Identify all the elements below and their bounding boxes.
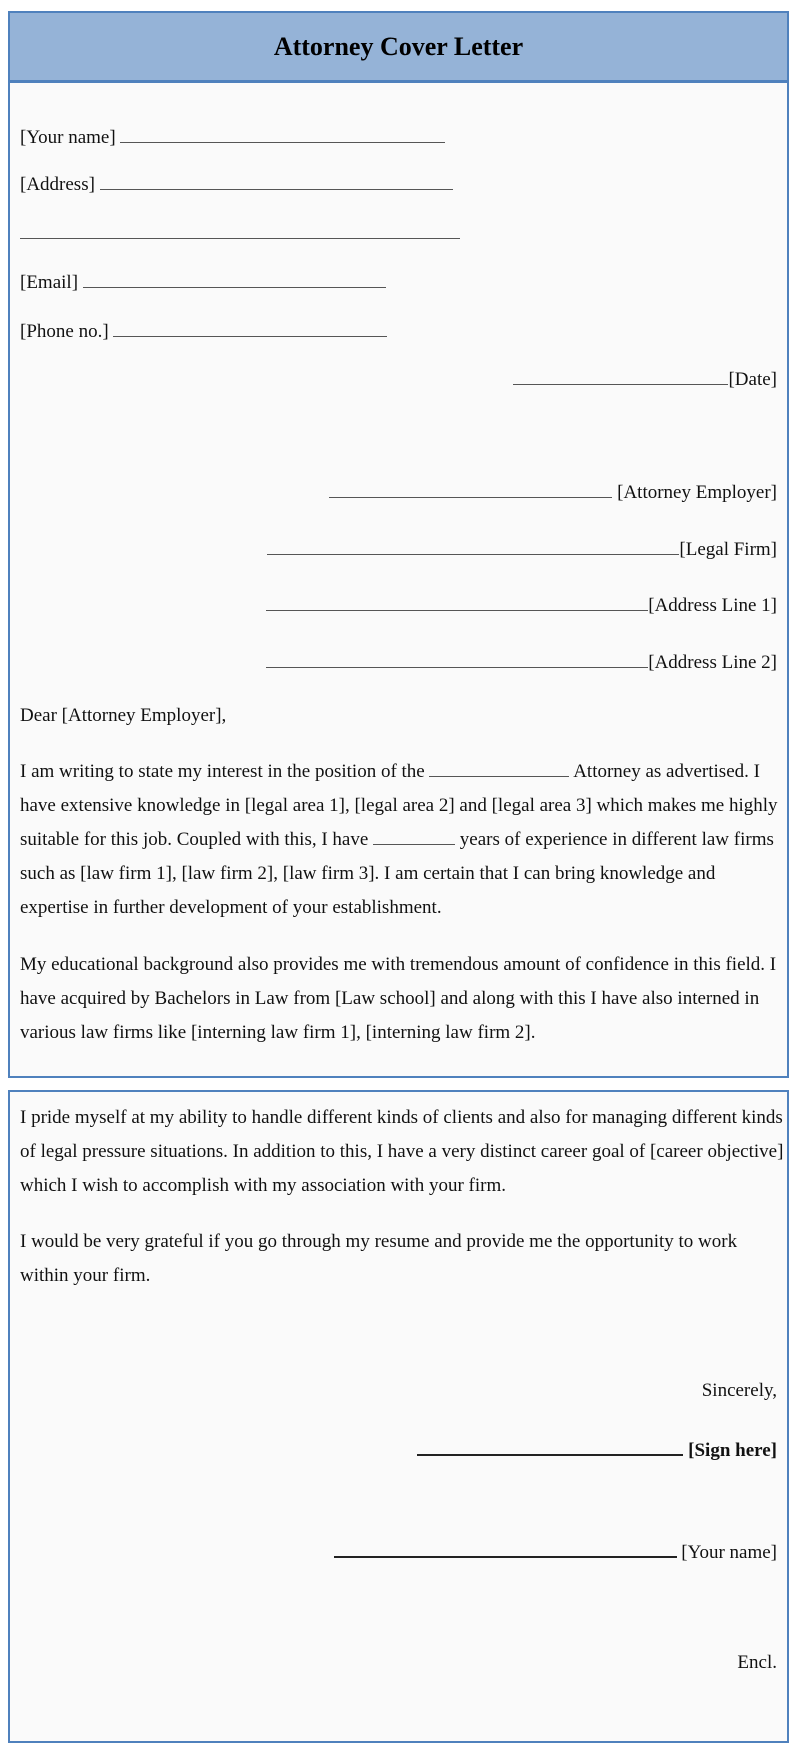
signature-field[interactable] bbox=[417, 1436, 777, 1462]
employer-blank[interactable] bbox=[329, 479, 612, 498]
sender-email-label: [Email] bbox=[20, 272, 79, 293]
letter-page-1 bbox=[8, 11, 789, 1078]
date-blank[interactable] bbox=[513, 366, 728, 385]
sender-phone-blank[interactable] bbox=[113, 318, 387, 337]
recipient-address2-field[interactable] bbox=[266, 649, 777, 674]
sender-address-blank[interactable] bbox=[100, 171, 453, 190]
employer-label: [Attorney Employer] bbox=[617, 482, 777, 503]
sender-name-field[interactable] bbox=[20, 124, 445, 149]
salutation: Dear [Attorney Employer], bbox=[20, 705, 227, 726]
firm-label: [Legal Firm] bbox=[679, 539, 777, 560]
address2-blank[interactable] bbox=[266, 649, 648, 668]
recipient-firm-field[interactable] bbox=[267, 536, 777, 561]
sender-email-blank[interactable] bbox=[83, 269, 386, 288]
sender-email-field[interactable] bbox=[20, 269, 386, 294]
years-blank[interactable] bbox=[373, 828, 455, 845]
p1-text-a: I am writing to state my interest in the position of the bbox=[20, 761, 425, 782]
sender-address-field[interactable] bbox=[20, 171, 453, 196]
address1-label: [Address Line 1] bbox=[648, 595, 777, 616]
closing-name-blank[interactable] bbox=[334, 1538, 677, 1558]
p1-text-c: years of experience in different law firms such as [law firm 1], [law firm 2], [law firm 3]. I am certain that I can bring knowledge and expertise in further development of your establishment. bbox=[20, 829, 774, 918]
page-title: Attorney Cover Letter bbox=[273, 31, 524, 61]
address2-label: [Address Line 2] bbox=[648, 652, 777, 673]
sender-name-label: [Your name] bbox=[20, 127, 116, 148]
sender-phone-label: [Phone no.] bbox=[20, 321, 109, 342]
address1-blank[interactable] bbox=[266, 592, 648, 611]
date-field[interactable] bbox=[513, 366, 777, 391]
closing-name-label: [Your name] bbox=[681, 1542, 777, 1563]
sender-address-blank-2[interactable] bbox=[20, 220, 460, 239]
body-paragraph-3: I pride myself at my ability to handle different kinds of clients and also for managing different kinds of legal pressure situations. In addition to this, I have a very distinct career goal of [career objective] which I wish to accomplish with my association with your firm. bbox=[20, 1107, 784, 1196]
signature-blank[interactable] bbox=[417, 1436, 683, 1456]
recipient-address1-field[interactable] bbox=[266, 592, 777, 617]
sender-address-label: [Address] bbox=[20, 174, 95, 195]
date-label: [Date] bbox=[728, 369, 777, 390]
sender-name-blank[interactable] bbox=[120, 124, 445, 143]
sender-phone-field[interactable] bbox=[20, 318, 387, 343]
sender-address-line2[interactable] bbox=[20, 220, 460, 245]
enclosure: Encl. bbox=[737, 1652, 777, 1673]
body-paragraph-4: I would be very grateful if you go through my resume and provide me the opportunity to work within your firm. bbox=[20, 1231, 738, 1286]
firm-blank[interactable] bbox=[267, 536, 679, 555]
closing-name-field[interactable] bbox=[334, 1538, 777, 1564]
closing-sincerely: Sincerely, bbox=[701, 1380, 777, 1401]
position-blank[interactable] bbox=[429, 760, 569, 777]
p1-text-b: Attorney as advertised. I have extensive knowledge in [legal area 1], [legal area 2] and [legal area 3] which makes me highly suitable for this job. Coupled with this, I have bbox=[20, 761, 778, 850]
letter-page-2 bbox=[8, 1090, 789, 1743]
body-paragraph-1 bbox=[20, 755, 785, 925]
title-bar bbox=[10, 13, 787, 83]
recipient-employer-field[interactable] bbox=[329, 479, 777, 504]
body-paragraph-2: My educational background also provides me with tremendous amount of confidence in this field. I have acquired by Bachelors in Law from [Law school] and along with this I have also interned in various law firms like [interning law firm 1], [interning law firm 2]. bbox=[20, 954, 777, 1043]
sign-here-label: [Sign here] bbox=[688, 1440, 777, 1461]
